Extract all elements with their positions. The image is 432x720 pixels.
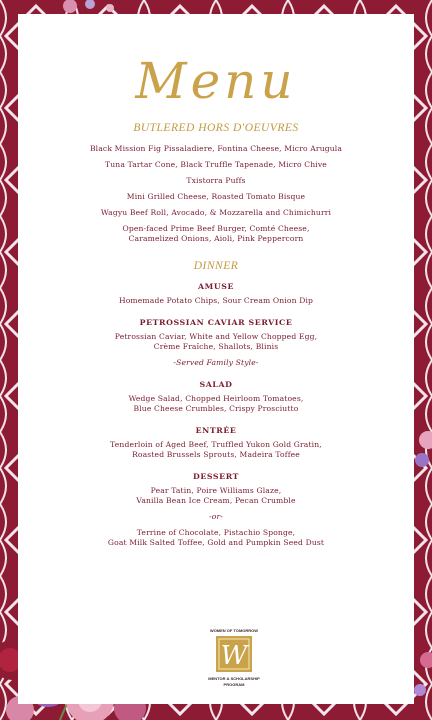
women-of-tomorrow-logo [194, 624, 274, 690]
caviar-title: PETROSSIAN CAVIAR SERVICE [139, 318, 293, 327]
hors-doeuvre-item: Wagyu Beef Roll, Avocado, & Mozzarella and Chimichurri [100, 208, 332, 217]
hors-doeuvre-item: Open-faced Prime Beef Burger, Comté Cheese, Caramelized Onions, Aioli, Pink Peppercorn [122, 224, 310, 243]
hors-doeuvre-item: Black Mission Fig Pissaladiere, Fontina Cheese, Micro Arugula [89, 144, 343, 153]
dessert-option-2: Terrine of Chocolate, Pistachio Sponge, Goat Milk Salted Toffee, Gold and Pumpkin Seed Dust [107, 528, 325, 547]
amuse-title: AMUSE [197, 282, 235, 291]
entree-title: ENTRÉE [195, 426, 237, 435]
salad-description: Wedge Salad, Chopped Heirloom Tomatoes, Blue Cheese Crumbles, Crispy Prosciutto [128, 394, 304, 413]
menu-card [18, 14, 414, 704]
right-flowers-icon [414, 431, 432, 696]
dinner-heading: DINNER [193, 260, 239, 272]
amuse-description: Homemade Potato Chips, Sour Cream Onion Dip [118, 296, 314, 305]
salad-title: SALAD [199, 380, 233, 389]
logo-top-text: WOMEN OF TOMORROW [209, 628, 259, 633]
hors-doeuvres-heading: BUTLERED HORS D'OEUVRES [133, 122, 299, 134]
hors-doeuvre-item: Txistorra Puffs [186, 176, 246, 185]
logo-bottom-text-1: MENTOR & SCHOLARSHIP [208, 676, 260, 681]
menu-content [18, 122, 414, 554]
caviar-description: Petrossian Caviar, White and Yellow Chopped Egg, Crème Fraîche, Shallots, Blinis [114, 332, 318, 351]
logo-bottom-text-2: PROGRAM [223, 682, 245, 687]
dessert-or: -or- [209, 512, 223, 521]
dessert-title: DESSERT [192, 472, 240, 481]
hors-doeuvres-list [18, 144, 414, 244]
top-left-flowers-icon [63, 0, 114, 13]
svg-text:W: W [220, 641, 248, 671]
menu-title: Menu [135, 52, 297, 110]
dessert-option-1: Pear Tatin, Poire Williams Glaze, Vanilla Bean Ice Cream, Pecan Crumble [136, 486, 296, 505]
family-style-note: -Served Family Style- [173, 358, 259, 367]
hors-doeuvre-item: Tuna Tartar Cone, Black Truffle Tapenade, Micro Chive [105, 160, 327, 169]
hors-doeuvre-item: Mini Grilled Cheese, Roasted Tomato Bisque [126, 192, 306, 201]
entree-description: Tenderloin of Aged Beef, Truffled Yukon Gold Gratin, Roasted Brussels Sprouts, Madeira Toffee [110, 440, 322, 459]
